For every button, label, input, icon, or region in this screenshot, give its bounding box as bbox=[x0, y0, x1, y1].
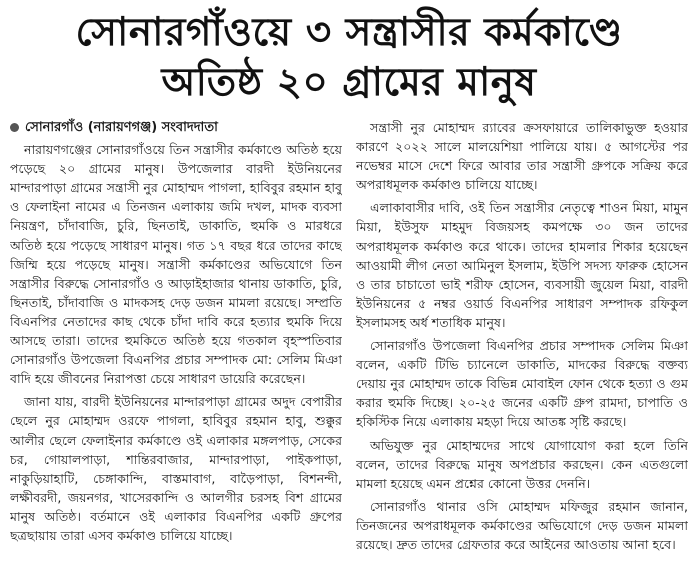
left-column bbox=[10, 118, 342, 573]
paragraph: সোনারগাঁও উপজেলা বিএনপির প্রচার সম্পাদক সেলিম মিঞা বলেন, একটি টিভি চ্যানেলে ডাকাতি, মাদকের বিরুদ্ধে বক্তব্য দেয়ায় নুর মোহাম্মদ তাকে বিভিন্ন মোবাইল ফোন থেকে হত্যা ও গুম করার হুমকি দিচ্ছে। ২০-২৫ জনের একটি গ্রুপ রামদা, চাপাতি ও হকিস্টিক নিয়ে এলাকায় মহড়া দিয়ে আতঙ্ক সৃষ্টি করছে। bbox=[356, 338, 688, 430]
paragraph: অভিযুক্ত নুর মোহাম্মদের সাথে যোগাযোগ করা হলে তিনি বলেন, তাদের বিরুদ্ধে মানুষ অপপ্রচার করছেন। কেন এতগুলো মামলা হয়েছে এমন প্রশ্নের কোনো উত্তর দেননি। bbox=[356, 437, 688, 491]
paragraph: নারায়ণগঞ্জের সোনারগাঁওয়ে তিন সন্ত্রাসীর কর্মকাণ্ডে অতিষ্ঠ হয়ে পড়েছে ২০ গ্রামের মানুষ। উপজেলার বারদী ইউনিয়নের মান্দারপাড়া গ্রামের সন্ত্রাসী নুর মোহাম্মদ পাগলা, হাবিবুর রহমান হাবু ও ফেলাইনা নামের এ তিনজন এলাকায় জমি দখল, মাদক ব্যবসা নিয়ন্ত্রণ, চাঁদাবাজি, চুরি, ছিনতাই, ডাকাতি, হুমকি ও মারধরে অতিষ্ঠ হয়ে পড়েছে সাধারণ মানুষ। গত ১৭ বছর ধরে তাদের কাছে জিম্মি হয়ে পড়েছে মানুষ। সন্ত্রাসী কর্মকাণ্ডের অভিযোগে তিন সন্ত্রাসীর বিরুদ্ধে সোনারগাঁও ও আড়াইহাজার থানায় ডাকাতি, চুরি, ছিনতাই, চাঁদাবাজি ও মাদকসহ দেড় ডজন মামলা রয়েছে। সম্প্রতি বিএনপির নেতাদের কাছ থেকে চাঁদা দাবি করে হত্যার হুমকি দিয়ে আসছে তারা। তাদের হুমকিতে অতিষ্ঠ হয়ে গতকাল বৃহস্পতিবার সোনারগাঁও উপজেলা বিএনপির প্রচার সম্পাদক মো: সেলিম মিঞা বাদি হয়ে জীবনের নিরাপত্তা চেয়ে সাধারণ ডায়েরি করেছেন। bbox=[10, 142, 342, 387]
headline-line-1: সোনারগাঁওয়ে ৩ সন্ত্রাসীর কর্মকাণ্ডে bbox=[75, 10, 623, 55]
dateline-text: সোনারগাঁও (নারায়ণগঞ্জ) সংবাদদাতা bbox=[25, 120, 218, 135]
paragraph: জানা যায়, বারদী ইউনিয়নের মান্দারপাড়া গ্রামের অদুদ বেপারীর ছেলে নুর মোহাম্মদ ওরফে পাগলা, হাবিবুর রহমান হাবু, শুক্কুর আলীর ছেলে ফেলাইনার কর্মকাণ্ডে ওই এলাকার মঙ্গলপাড়, সেকের চর, গোয়ালপাড়া, শান্তিরবাজার, মান্দারপাড়া, পাইকপাড়া, নাকুড়িয়াহাটি, চেঙ্গাকান্দি, বাস্তমাবাগ, বাড়ৈপাড়া, বিশনন্দী, লক্ষীবরদী, জয়নগর, খাসেরকান্দি ও আলগীর চরসহ বিশ গ্রামের মানুষ অতিষ্ঠ। বর্তমানে ওই এলাকার বিএনপির একটি গ্রুপের ছত্রছায়ায় তারা এসব কর্মকাণ্ড চালিয়ে যাচ্ছে। bbox=[10, 394, 342, 543]
bullet-icon bbox=[10, 123, 19, 132]
dateline bbox=[10, 118, 342, 137]
article-body bbox=[10, 118, 688, 573]
headline bbox=[10, 0, 688, 108]
paragraph: সন্ত্রাসী নুর মোহাম্মদ র‍্যাবের ক্রসফায়ারে তালিকাভুক্ত হওয়ার কারণে ২০২২ সালে মালয়েশিয়া পালিয়ে যায়। ৫ আগস্টের পর নভেম্বর মাসে দেশে ফিরে আবার তার সন্ত্রাসী গ্রুপকে সক্রিয় করে অপরাধমূলক কর্মকাণ্ড চালিয়ে যাচ্ছে। bbox=[356, 120, 688, 193]
paragraph: এলাকাবাসীর দাবি, ওই তিন সন্ত্রাসীর নেতৃত্বে শাওন মিয়া, মামুন মিয়া, ইউসুফ মাহমুদ বিজয়সহ কমপক্ষে ৩০ জন তাদের অপরাধমূলক কর্মকাণ্ড করে থাকে। তাদের হামলার শিকার হয়েছেন আওয়ামী লীগ নেতা আমিনুল ইসলাম, ইউপি সদস্য ফারুক হোসেন ও তার চাচাতো ভাই শরীফ হোসেন, ব্যবসায়ী জুয়েল মিয়া, বারদী ইউনিয়নের ৫ নম্বর ওয়ার্ড বিএনপির সাধারণ সম্পাদক রফিকুল ইসলামসহ অর্ধ শতাধিক মানুষ। bbox=[356, 200, 688, 330]
paragraph: সোনারগাঁও থানার ওসি মোহাম্মদ মফিজুর রহমান জানান, তিনজনের অপরাধমূলক কর্মকাণ্ডের অভিযোগে দেড় ডজন মামলা রয়েছে। দ্রুত তাদের গ্রেফতার করে আইনের আওতায় আনা হবে। bbox=[356, 498, 688, 552]
right-column bbox=[356, 118, 688, 573]
headline-line-2: অতিষ্ঠ ২০ গ্রামের মানুষ bbox=[161, 60, 537, 105]
